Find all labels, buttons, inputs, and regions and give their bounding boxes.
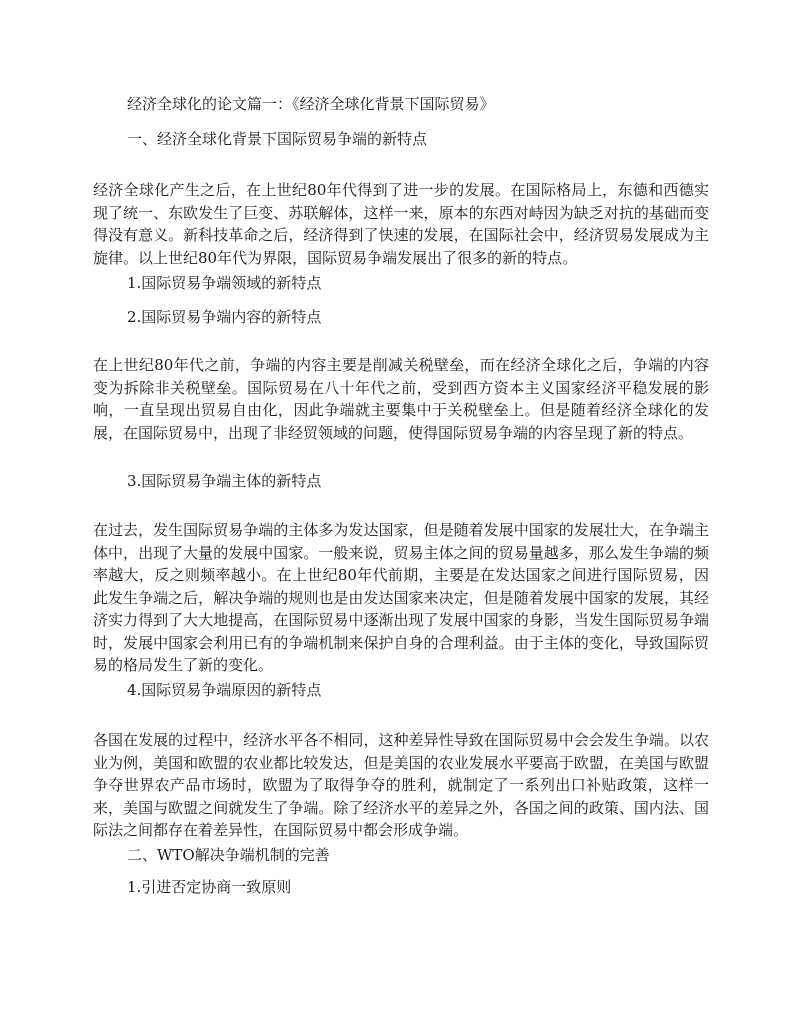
subheading-1-1: 1.国际贸易争端领域的新特点 xyxy=(127,274,322,292)
section-heading-1: 一、经济全球化背景下国际贸易争端的新特点 xyxy=(127,130,428,148)
subsection-1-4-paragraph: 各国在发展的过程中，经济水平各不相同，这种差异性导致在国际贸易中会会发生争端。以农业为例，美国和欧盟的农业都比较发达，但是美国的农业发展水平要高于欧盟，在美国与欧盟争夺世界农产品市场时，欧盟为了取得争夺的胜利，就制定了一系列出口补贴政策，这样一来，美国与欧盟之间就发生了争端。除了经济水平的差异之外，各国之间的政策、国内法、国际法之间都存在着差异性，在国际贸易中都会形成争端。 xyxy=(93,731,709,839)
subsection-1-3-paragraph: 在过去，发生国际贸易争端的主体多为发达国家，但是随着发展中国家的发展壮大，在争端主体中，出现了大量的发展中国家。一般来说，贸易主体之间的贸易量越多，那么发生争端的频率越大，反之则频率越小。在上世纪80年代前期，主要是在发达国家之间进行国际贸易，因此发生争端之后，解决争端的规则也是由发达国家来决定，但是随着发展中国家的发展，其经济实力得到了大大地提高，在国际贸易中逐渐出现了发展中国家的身影，当发生国际贸易争端时，发展中国家会利用已有的争端机制来保护自身的合理利益。由于主体的变化，导致国际贸易的格局发生了新的变化。 xyxy=(93,521,709,674)
subheading-2-1: 1.引进否定协商一致原则 xyxy=(127,878,292,896)
subheading-1-3: 3.国际贸易争端主体的新特点 xyxy=(127,472,322,490)
section-heading-2: 二、WTO解决争端机制的完善 xyxy=(127,846,330,864)
subsection-1-2-paragraph: 在上世纪80年代之前，争端的内容主要是削减关税壁垒，而在经济全球化之后，争端的内容变为拆除非关税壁垒。国际贸易在八十年代之前，受到西方资本主义国家经济平稳发展的影响，一直呈现出贸易自由化，因此争端就主要集中于关税壁垒上。但是随着经济全球化的发展，在国际贸易中，出现了非经贸领域的问题，使得国际贸易争端的内容呈现了新的特点。 xyxy=(93,356,709,442)
subheading-1-4: 4.国际贸易争端原因的新特点 xyxy=(127,681,322,699)
document-title: 经济全球化的论文篇一：《经济全球化背景下国际贸易》 xyxy=(127,95,495,113)
subheading-1-2: 2.国际贸易争端内容的新特点 xyxy=(127,308,322,326)
section-1-intro-paragraph: 经济全球化产生之后，在上世纪80年代得到了进一步的发展。在国际格局上，东德和西德实现了统一、东欧发生了巨变、苏联解体，这样一来，原本的东西对峙因为缺乏对抗的基础而变得没有意义。新科技革命之后，经济得到了快速的发展，在国际社会中，经济贸易发展成为主旋律。以上世纪80年代为界限，国际贸易争端发展出了很多的新的特点。 xyxy=(93,181,709,267)
